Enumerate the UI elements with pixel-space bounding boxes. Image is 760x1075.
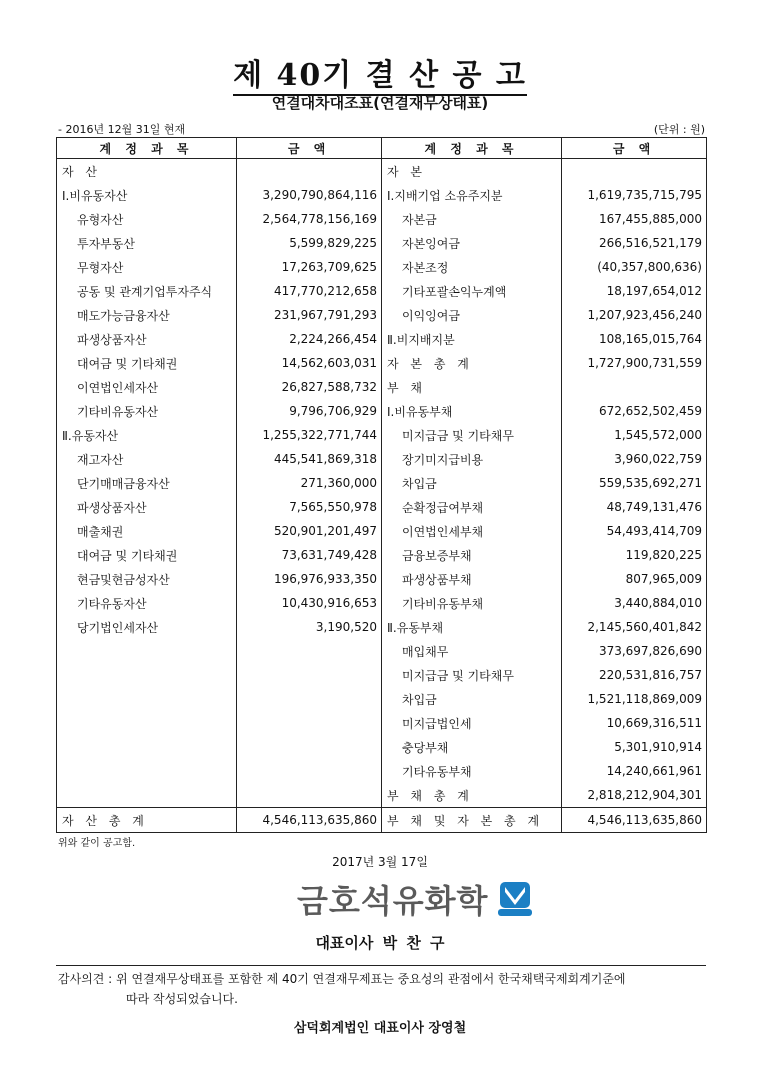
cell-amount-left: 3,190,520 bbox=[237, 615, 382, 639]
balance-sheet-table bbox=[56, 137, 707, 833]
col-header-account-right: 계 정 과 목 bbox=[382, 138, 562, 159]
table-row bbox=[57, 399, 707, 423]
cell-account-right: 장기미지급비용 bbox=[382, 447, 562, 471]
table-row bbox=[57, 327, 707, 351]
cell-amount-right bbox=[562, 159, 707, 184]
cell-account-left: 당기법인세자산 bbox=[57, 615, 237, 639]
cell-amount-left: 2,224,266,454 bbox=[237, 327, 382, 351]
cell-amount-right: 1,727,900,731,559 bbox=[562, 351, 707, 375]
cell-amount-left bbox=[237, 639, 382, 663]
cell-account-left bbox=[57, 687, 237, 711]
cell-account-left bbox=[57, 783, 237, 808]
cell-account-right: 자본잉여금 bbox=[382, 231, 562, 255]
total-liabilities-equity-amount: 4,546,113,635,860 bbox=[562, 808, 707, 833]
cell-account-right: 미지급금 및 기타채무 bbox=[382, 423, 562, 447]
cell-amount-left bbox=[237, 759, 382, 783]
cell-account-left: 기타유동자산 bbox=[57, 591, 237, 615]
cell-account-left bbox=[57, 639, 237, 663]
table-body bbox=[57, 159, 707, 808]
cell-account-left: Ⅱ.유동자산 bbox=[57, 423, 237, 447]
table-row bbox=[57, 687, 707, 711]
cell-account-left bbox=[57, 663, 237, 687]
cell-amount-left: 196,976,933,350 bbox=[237, 567, 382, 591]
cell-account-right: 부 채 bbox=[382, 375, 562, 399]
cell-account-left: 투자부동산 bbox=[57, 231, 237, 255]
cell-account-right: 차입금 bbox=[382, 687, 562, 711]
table-row bbox=[57, 759, 707, 783]
cell-account-left: 대여금 및 기타채권 bbox=[57, 543, 237, 567]
cell-account-right: 차입금 bbox=[382, 471, 562, 495]
cell-amount-left: 9,796,706,929 bbox=[237, 399, 382, 423]
cell-amount-right: 373,697,826,690 bbox=[562, 639, 707, 663]
cell-account-left: 파생상품자산 bbox=[57, 495, 237, 519]
cell-amount-left bbox=[237, 735, 382, 759]
total-row bbox=[57, 808, 707, 833]
notice-date: 2017년 3월 17일 bbox=[332, 855, 428, 869]
cell-amount-left: 3,290,790,864,116 bbox=[237, 183, 382, 207]
table-row bbox=[57, 663, 707, 687]
cell-account-left: 매출채권 bbox=[57, 519, 237, 543]
cell-account-right: 충당부채 bbox=[382, 735, 562, 759]
cell-amount-right: 1,619,735,715,795 bbox=[562, 183, 707, 207]
cell-amount-left: 10,430,916,653 bbox=[237, 591, 382, 615]
table-row bbox=[57, 495, 707, 519]
cell-account-right: 금융보증부채 bbox=[382, 543, 562, 567]
notice-note: 위와 같이 공고함. bbox=[58, 838, 136, 849]
statement-meta bbox=[58, 121, 705, 137]
unit-label: (단위 : 원) bbox=[653, 123, 705, 136]
cell-amount-left: 520,901,201,497 bbox=[237, 519, 382, 543]
cell-account-left: 기타비유동자산 bbox=[57, 399, 237, 423]
cell-amount-right: 18,197,654,012 bbox=[562, 279, 707, 303]
col-header-amount-left: 금 액 bbox=[237, 138, 382, 159]
cell-account-right: Ⅱ.비지배지분 bbox=[382, 327, 562, 351]
cell-amount-right: 3,440,884,010 bbox=[562, 591, 707, 615]
cell-account-right: 기타유동부채 bbox=[382, 759, 562, 783]
cell-account-left: Ⅰ.비유동자산 bbox=[57, 183, 237, 207]
cell-account-left bbox=[57, 735, 237, 759]
cell-amount-left: 1,255,322,771,744 bbox=[237, 423, 382, 447]
page-subtitle: 연결대차대조표(연결재무상태표) bbox=[271, 94, 489, 112]
col-header-account-left: 계 정 과 목 bbox=[57, 138, 237, 159]
table-row bbox=[57, 735, 707, 759]
cell-amount-right: 54,493,414,709 bbox=[562, 519, 707, 543]
cell-account-left: 매도가능금융자산 bbox=[57, 303, 237, 327]
cell-amount-right: 14,240,661,961 bbox=[562, 759, 707, 783]
cell-account-left: 이연법인세자산 bbox=[57, 375, 237, 399]
table-row bbox=[57, 231, 707, 255]
cell-amount-right: 48,749,131,476 bbox=[562, 495, 707, 519]
cell-amount-left: 231,967,791,293 bbox=[237, 303, 382, 327]
cell-account-right: 파생상품부채 bbox=[382, 567, 562, 591]
cell-amount-right: 167,455,885,000 bbox=[562, 207, 707, 231]
cell-amount-left: 5,599,829,225 bbox=[237, 231, 382, 255]
cell-amount-left bbox=[237, 159, 382, 184]
cell-amount-right: 559,535,692,271 bbox=[562, 471, 707, 495]
company-logo bbox=[297, 876, 534, 922]
cell-amount-right: 119,820,225 bbox=[562, 543, 707, 567]
cell-account-right: 자본금 bbox=[382, 207, 562, 231]
divider bbox=[56, 965, 706, 966]
cell-account-right: 순확정급여부채 bbox=[382, 495, 562, 519]
table-row bbox=[57, 519, 707, 543]
cell-amount-right: 2,145,560,401,842 bbox=[562, 615, 707, 639]
table-row bbox=[57, 471, 707, 495]
table-row bbox=[57, 639, 707, 663]
total-assets-label: 자 산 총 계 bbox=[57, 808, 237, 833]
cell-account-left bbox=[57, 759, 237, 783]
table-header-row bbox=[57, 138, 707, 159]
cell-amount-right: (40,357,800,636) bbox=[562, 255, 707, 279]
cell-account-right: 이연법인세부채 bbox=[382, 519, 562, 543]
cell-account-left: 단기매매금융자산 bbox=[57, 471, 237, 495]
table-row bbox=[57, 711, 707, 735]
audit-opinion-line-1: 감사의견 : 위 연결재무상태표를 포함한 제 40기 연결재무제표는 중요성의 관점에서 한국채택국제회계기준에 bbox=[58, 972, 626, 986]
cell-amount-left: 26,827,588,732 bbox=[237, 375, 382, 399]
table-row bbox=[57, 423, 707, 447]
total-assets-amount: 4,546,113,635,860 bbox=[237, 808, 382, 833]
cell-amount-left: 73,631,749,428 bbox=[237, 543, 382, 567]
cell-account-left: 대여금 및 기타채권 bbox=[57, 351, 237, 375]
cell-account-left: 현금및현금성자산 bbox=[57, 567, 237, 591]
page-title: 제 40기 결 산 공 고 bbox=[0, 50, 760, 94]
cell-account-right: 기타비유동부채 bbox=[382, 591, 562, 615]
total-liabilities-equity-label: 부 채 및 자 본 총 계 bbox=[382, 808, 562, 833]
table-row bbox=[57, 255, 707, 279]
cell-amount-right: 1,545,572,000 bbox=[562, 423, 707, 447]
cell-amount-right: 266,516,521,179 bbox=[562, 231, 707, 255]
cell-account-right: 매입채무 bbox=[382, 639, 562, 663]
as-of-date: - 2016년 12월 31일 현재 bbox=[58, 123, 186, 136]
cell-account-right: 기타포괄손익누계액 bbox=[382, 279, 562, 303]
table-row bbox=[57, 567, 707, 591]
table-row bbox=[57, 447, 707, 471]
table-row bbox=[57, 375, 707, 399]
auditor-signature: 삼덕회계법인 대표이사 장영철 bbox=[293, 1021, 467, 1036]
table-row bbox=[57, 591, 707, 615]
cell-account-left: 재고자산 bbox=[57, 447, 237, 471]
table-row bbox=[57, 543, 707, 567]
cell-amount-left: 445,541,869,318 bbox=[237, 447, 382, 471]
cell-amount-right: 220,531,816,757 bbox=[562, 663, 707, 687]
cell-account-right: 자본조정 bbox=[382, 255, 562, 279]
cell-amount-left: 17,263,709,625 bbox=[237, 255, 382, 279]
cell-amount-right bbox=[562, 375, 707, 399]
table-row bbox=[57, 183, 707, 207]
cell-amount-right: 1,521,118,869,009 bbox=[562, 687, 707, 711]
cell-amount-right: 672,652,502,459 bbox=[562, 399, 707, 423]
cell-account-right: 미지급금 및 기타채무 bbox=[382, 663, 562, 687]
cell-amount-right: 807,965,009 bbox=[562, 567, 707, 591]
cell-account-right: 미지급법인세 bbox=[382, 711, 562, 735]
cell-account-right: Ⅰ.비유동부채 bbox=[382, 399, 562, 423]
audit-opinion-line-2: 따라 작성되었습니다. bbox=[126, 992, 238, 1006]
table-row bbox=[57, 303, 707, 327]
col-header-amount-right: 금 액 bbox=[562, 138, 707, 159]
table-row bbox=[57, 207, 707, 231]
table-row bbox=[57, 159, 707, 184]
audit-opinion bbox=[58, 969, 708, 1009]
cell-account-left: 파생상품자산 bbox=[57, 327, 237, 351]
table-row bbox=[57, 615, 707, 639]
cell-amount-left: 14,562,603,031 bbox=[237, 351, 382, 375]
cell-amount-left: 2,564,778,156,169 bbox=[237, 207, 382, 231]
cell-amount-right: 1,207,923,456,240 bbox=[562, 303, 707, 327]
cell-account-left: 공동 및 관계기업투자주식 bbox=[57, 279, 237, 303]
cell-account-left bbox=[57, 711, 237, 735]
cell-account-right: Ⅰ.지배기업 소유주지분 bbox=[382, 183, 562, 207]
company-logo-text: 금호석유화학 bbox=[297, 882, 489, 920]
cell-amount-left: 417,770,212,658 bbox=[237, 279, 382, 303]
cell-amount-right: 2,818,212,904,301 bbox=[562, 783, 707, 808]
cell-account-left: 자 산 bbox=[57, 159, 237, 184]
cell-account-right: Ⅱ.유동부채 bbox=[382, 615, 562, 639]
cell-amount-left bbox=[237, 663, 382, 687]
cell-account-right: 부 채 총 계 bbox=[382, 783, 562, 808]
cell-amount-right: 10,669,316,511 bbox=[562, 711, 707, 735]
cell-amount-right: 5,301,910,914 bbox=[562, 735, 707, 759]
cell-account-right: 자 본 총 계 bbox=[382, 351, 562, 375]
table-row bbox=[57, 351, 707, 375]
kumho-petrochemical-logo-icon bbox=[498, 881, 534, 917]
cell-amount-left: 271,360,000 bbox=[237, 471, 382, 495]
table-row bbox=[57, 783, 707, 808]
cell-account-right: 이익잉여금 bbox=[382, 303, 562, 327]
cell-amount-left bbox=[237, 687, 382, 711]
cell-amount-right: 108,165,015,764 bbox=[562, 327, 707, 351]
cell-amount-left bbox=[237, 783, 382, 808]
cell-amount-left: 7,565,550,978 bbox=[237, 495, 382, 519]
cell-amount-left bbox=[237, 711, 382, 735]
cell-account-left: 유형자산 bbox=[57, 207, 237, 231]
cell-amount-right: 3,960,022,759 bbox=[562, 447, 707, 471]
representative-name: 대표이사 박 찬 구 bbox=[315, 934, 445, 952]
cell-account-left: 무형자산 bbox=[57, 255, 237, 279]
table-row bbox=[57, 279, 707, 303]
cell-account-right: 자 본 bbox=[382, 159, 562, 184]
